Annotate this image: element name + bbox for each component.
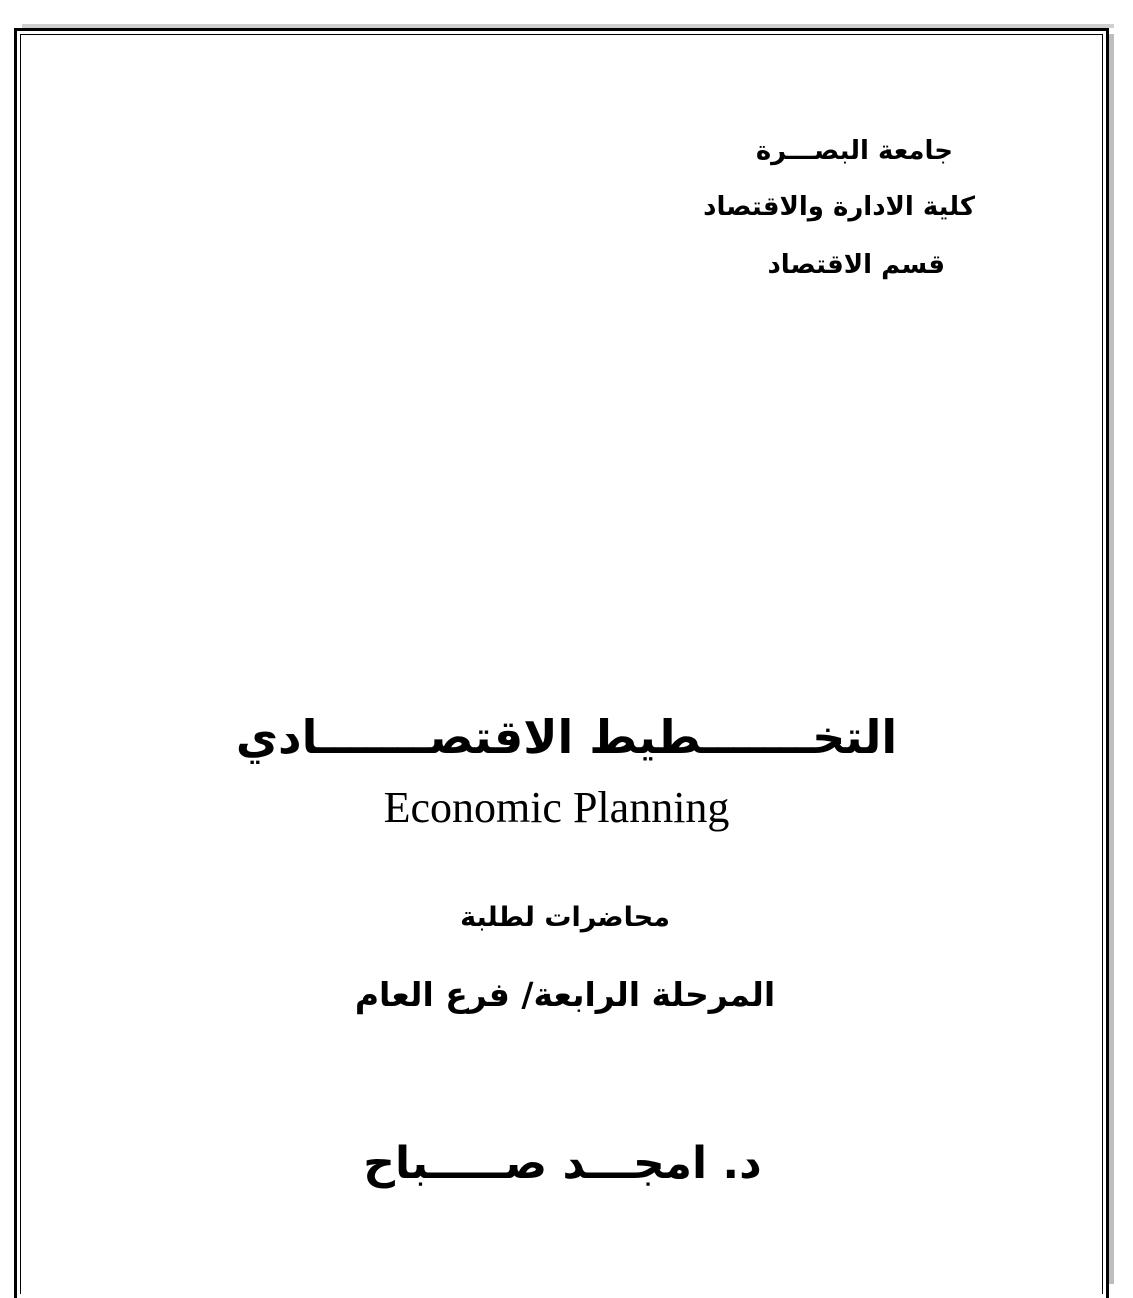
page-border-shadow-right: [1109, 34, 1114, 1284]
stage-label: المرحلة الرابعة/ فرع العام: [354, 975, 776, 1014]
document-title-arabic: التخـــــــطيط الاقتصـــــــادي: [235, 710, 898, 764]
lectures-for-label: محاضرات لطلبة: [460, 902, 670, 933]
author-name: د. امجـــد صـــــباح: [363, 1138, 762, 1189]
document-title-english: Economic Planning: [383, 783, 730, 832]
university-name: جامعة البصـــرة: [755, 136, 953, 166]
page-border-inner: [20, 34, 1103, 1294]
college-name: كلية الادارة والاقتصاد: [703, 192, 975, 222]
department-name: قسم الاقتصاد: [767, 250, 945, 280]
